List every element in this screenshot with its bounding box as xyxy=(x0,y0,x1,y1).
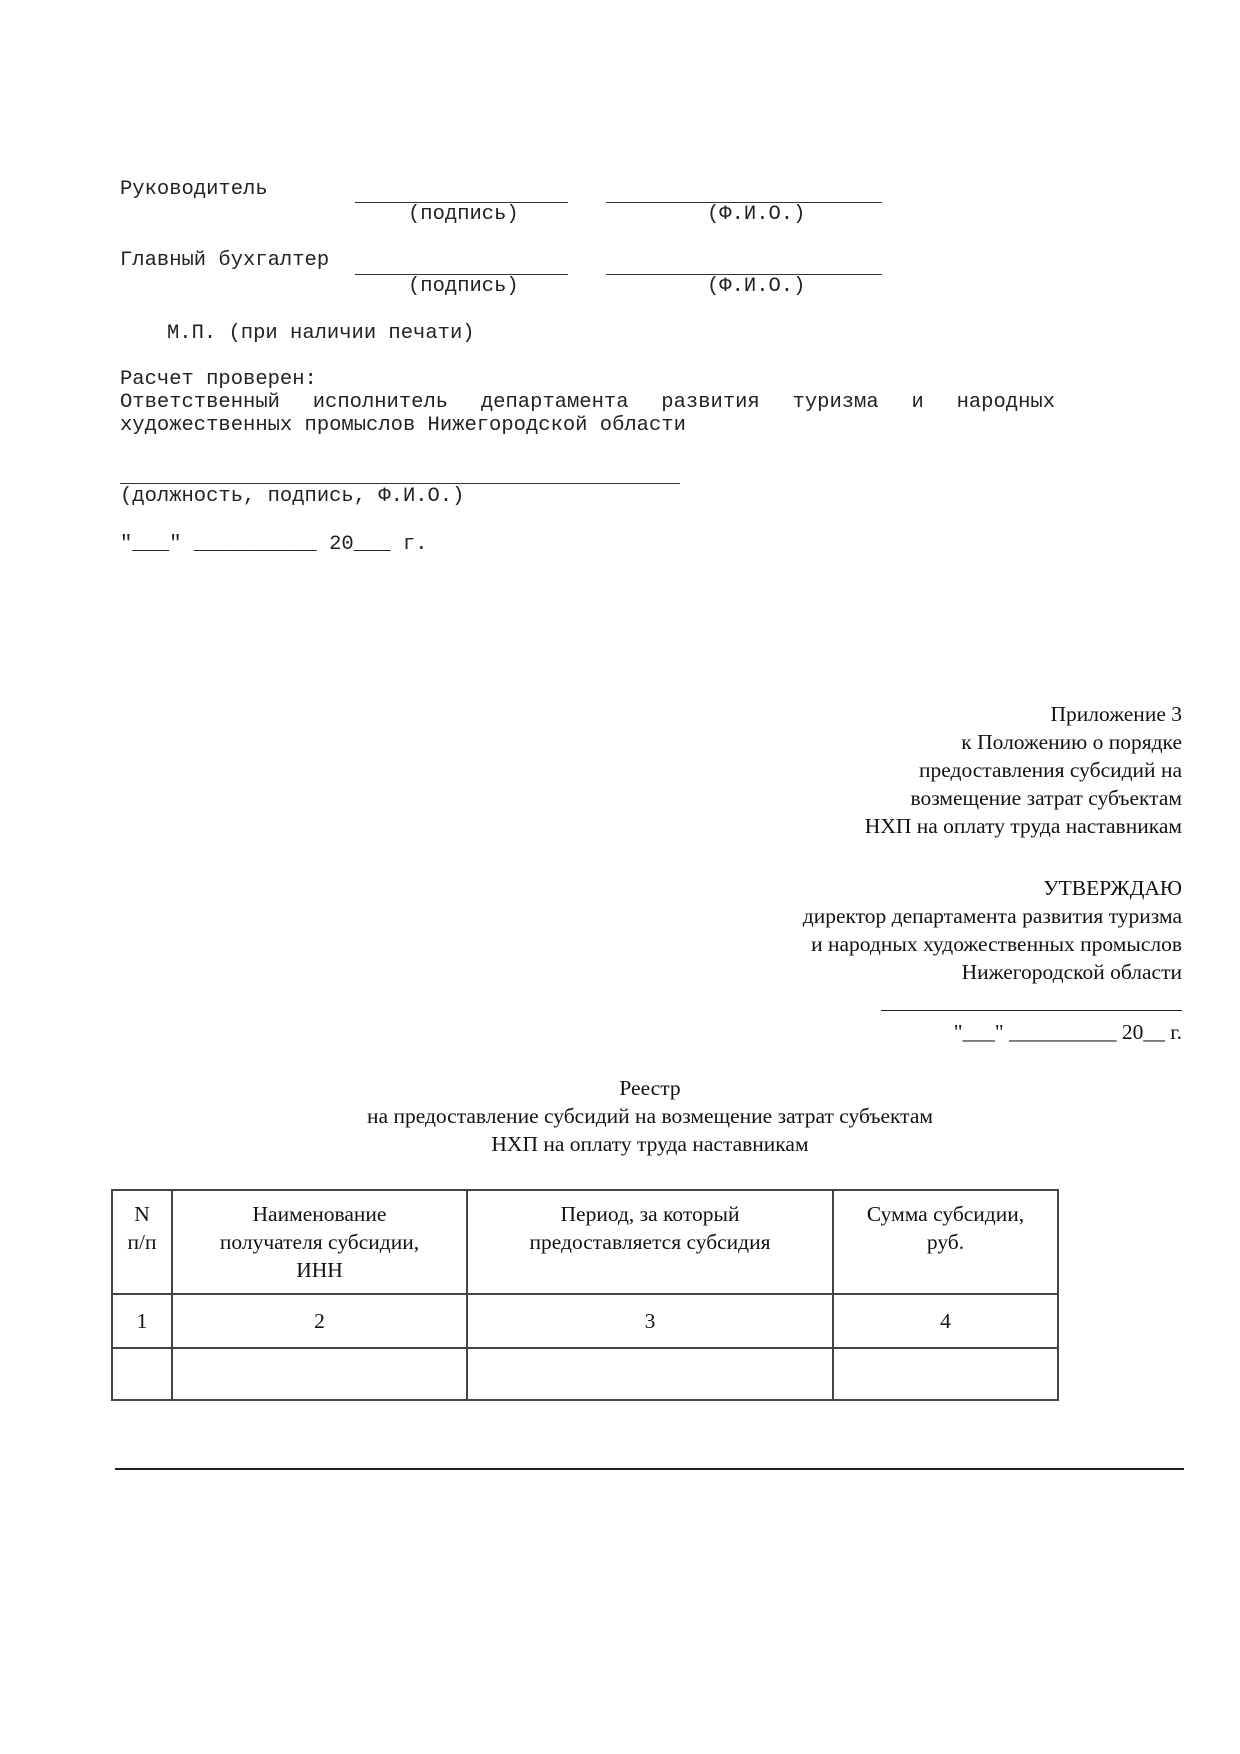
executor-line-1: Ответственный исполнитель департамента развития туризма и народных xyxy=(120,391,1055,414)
approval-line: директор департамента развития туризма xyxy=(802,904,1182,928)
table-row xyxy=(112,1348,1058,1400)
approval-line: и народных художественных промыслов xyxy=(811,932,1182,956)
appendix-line: к Положению о порядке xyxy=(961,730,1182,754)
approval-signature-line xyxy=(881,1010,1182,1011)
chief-accountant-label: Главный бухгалтер xyxy=(120,249,330,272)
table-cell[interactable] xyxy=(112,1348,172,1400)
appendix-header xyxy=(865,700,1182,840)
verification-date: "___" __________ 20___ г. xyxy=(120,533,428,556)
column-number-row xyxy=(112,1294,1058,1348)
column-number-cell: 1 xyxy=(112,1294,172,1348)
appendix-line: возмещение затрат субъектам xyxy=(910,786,1182,810)
approval-block xyxy=(803,874,1182,986)
head-name-caption: (Ф.И.О.) xyxy=(707,203,806,226)
table-cell[interactable] xyxy=(172,1348,467,1400)
header-cell-period: Период, за который предоставляется субсидия xyxy=(467,1190,833,1294)
header-cell-number: N п/п xyxy=(112,1190,172,1294)
approval-line: Нижегородской области xyxy=(961,960,1182,984)
executor-line-2: художественных промыслов Нижегородской области xyxy=(120,414,686,437)
table-header-row xyxy=(112,1190,1058,1294)
column-number-cell: 3 xyxy=(467,1294,833,1348)
checked-label: Расчет проверен: xyxy=(120,368,317,391)
header-cell-recipient: Наименование получателя субсидии, ИНН xyxy=(172,1190,467,1294)
header-cell-amount: Сумма субсидии, руб. xyxy=(833,1190,1058,1294)
executor-caption: (должность, подпись, Ф.И.О.) xyxy=(120,485,465,508)
appendix-line: предоставления субсидий на xyxy=(919,758,1182,782)
head-label: Руководитель xyxy=(120,178,268,201)
column-number-cell: 2 xyxy=(172,1294,467,1348)
approval-date: "___" __________ 20__ г. xyxy=(953,1020,1182,1044)
accountant-name-caption: (Ф.И.О.) xyxy=(707,275,806,298)
registry-table xyxy=(111,1189,1059,1401)
registry-title xyxy=(0,1074,1240,1158)
appendix-line: Приложение 3 xyxy=(1050,702,1182,726)
registry-title-line: на предоставление субсидий на возмещение затрат субъектам xyxy=(367,1104,933,1128)
table-cell[interactable] xyxy=(467,1348,833,1400)
registry-title-line: Реестр xyxy=(619,1076,681,1100)
approval-title: УТВЕРЖДАЮ xyxy=(1043,876,1182,900)
appendix-line: НХП на оплату труда наставникам xyxy=(864,814,1182,838)
accountant-signature-caption: (подпись) xyxy=(408,275,519,298)
registry-title-line: НХП на оплату труда наставникам xyxy=(491,1132,809,1156)
head-signature-caption: (подпись) xyxy=(408,203,519,226)
stamp-note: М.П. (при наличии печати) xyxy=(167,322,475,345)
executor-signature-line xyxy=(120,483,680,484)
table-cell[interactable] xyxy=(833,1348,1058,1400)
column-number-cell: 4 xyxy=(833,1294,1058,1348)
bottom-divider xyxy=(115,1468,1184,1470)
